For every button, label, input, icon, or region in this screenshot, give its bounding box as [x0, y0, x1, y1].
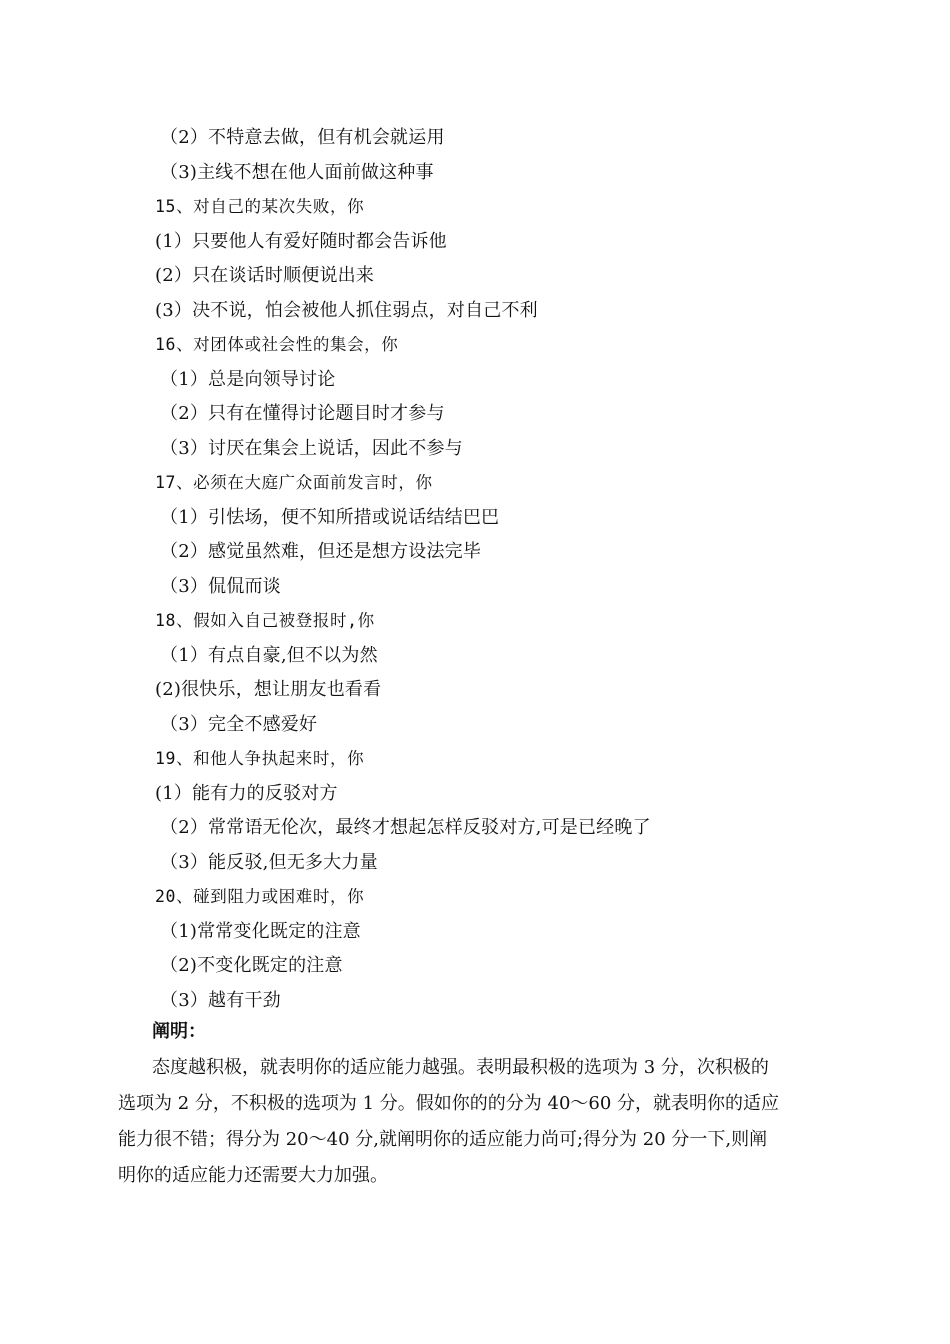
note-body: [118, 1050, 818, 1194]
question-line: 19、和他人争执起来时，你: [155, 749, 365, 768]
option-line: （2）只有在懂得讨论题目时才参与: [160, 403, 445, 424]
option-line: (2）只在谈话时顺便说出来: [155, 265, 375, 286]
question-line: 16、对团体或社会性的集会，你: [155, 335, 399, 354]
option-line: （3）完全不感爱好: [160, 713, 318, 735]
option-line: （2)不变化既定的注意: [160, 955, 343, 976]
note-line: 选项为 2 分，不积极的选项为 1 分。假如你的的分为 40～60 分，就表明你的适应: [118, 1093, 780, 1114]
question-line: 15、对自己的某次失败，你: [155, 197, 365, 216]
option-line: （3）越有干劲: [160, 989, 281, 1011]
question-line: 17、必须在大庭广众面前发言时，你: [155, 473, 433, 492]
option-line: （3）能反驳,但无多大力量: [160, 851, 378, 873]
option-line: (2)很快乐，想让朋友也看看: [155, 679, 382, 700]
note-line: 态度越积极，就表明你的适应能力越强。表明最积极的选项为 3 分，次积极的: [152, 1057, 769, 1078]
question-line: 20、碰到阻力或困难时，你: [155, 887, 365, 906]
option-line: (1）只要他人有爱好随时都会告诉他: [155, 230, 447, 252]
option-line: （1）引怯场，便不知所措或说话结结巴巴: [160, 506, 500, 528]
note-line: 明你的适应能力还需要大力加强。: [118, 1165, 388, 1186]
option-line: （3）讨厌在集会上说话，因此不参与: [160, 437, 463, 459]
note-heading: 阐明：: [152, 1021, 206, 1042]
option-line: （3）侃侃而谈: [160, 575, 281, 597]
option-line: （1）有点自豪,但不以为然: [160, 644, 378, 666]
questionnaire-items: [0, 121, 950, 1018]
option-line: (1）能有力的反驳对方: [155, 782, 338, 804]
option-line: （3)主线不想在他人面前做这种事: [160, 161, 434, 183]
option-line: (3）决不说，怕会被他人抓住弱点，对自己不利: [155, 299, 538, 321]
option-line: （2）不特意去做，但有机会就运用: [160, 127, 445, 148]
option-line: （2）感觉虽然难，但还是想方设法完毕: [160, 541, 482, 562]
question-line: 18、假如入自己被登报时,你: [155, 611, 375, 630]
note-line: 能力很不错；得分为 20～40 分,就阐明你的适应能力尚可;得分为 20 分一下,则阐: [118, 1129, 768, 1150]
option-line: （1)常常变化既定的注意: [160, 920, 361, 942]
option-line: （1）总是向领导讨论: [160, 368, 336, 390]
option-line: （2）常常语无伦次，最终才想起怎样反驳对方,可是已经晚了: [160, 817, 651, 838]
